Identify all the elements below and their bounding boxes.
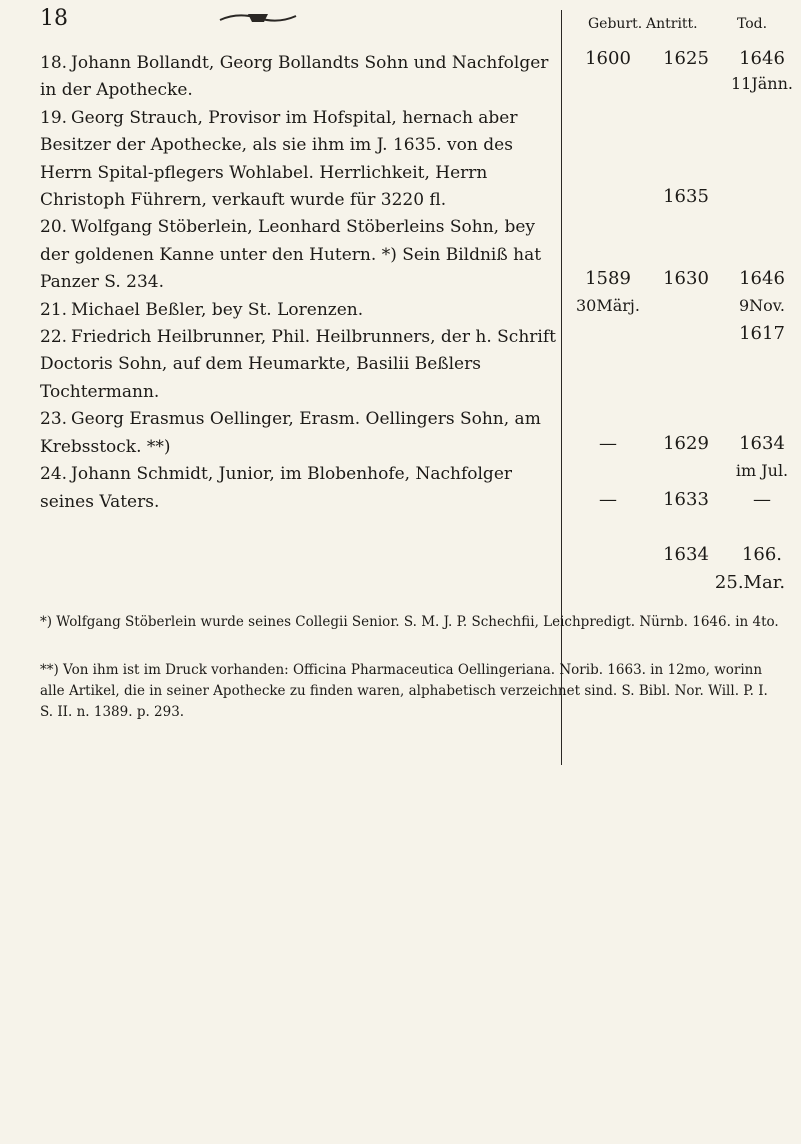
column-header-birth: Geburt.	[588, 16, 643, 32]
entry-date-24: 1634	[663, 544, 709, 565]
column-header-entry: Antritt.	[646, 16, 698, 32]
death-21: 1617	[739, 323, 785, 344]
birth-22: —	[599, 433, 617, 454]
birth-23: —	[599, 489, 617, 510]
death-note-24: 25.Mar.	[714, 572, 786, 593]
entry-22: 22. Friedrich Heilbrunner, Phil. Heilbrunners, der h. Schrift Doctoris Sohn, auf dem Heumarkte, Basilii Beßlers Tochtermann.	[40, 327, 556, 402]
entry-date-18: 1625	[663, 48, 709, 69]
footnote-2: **) Von ihm ist im Druck vorhanden: Officina Pharmaceutica Oellingeriana. Norib. 1663. in 12mo, worinn alle Artikel, die in seiner Apothecke zu finden waren, alphabetisch verzeichnet sind. S. Bibl. Nor. Will. P. I. S. II. n. 1389. p. 293.	[40, 662, 768, 720]
death-22: 1634	[739, 433, 785, 454]
printer-ornament-icon	[218, 10, 298, 26]
death-20: 1646	[739, 268, 785, 289]
death-note-22: im Jul.	[735, 461, 789, 480]
birth-18: 1600	[585, 48, 631, 69]
birth-note-20: 30Märj.	[576, 296, 640, 315]
entry-18: 18. Johann Bollandt, Georg Bollandts Sohn und Nachfolger in der Apothecke.	[40, 53, 549, 101]
entry-date-23: 1633	[663, 489, 709, 510]
death-18: 1646	[739, 48, 785, 69]
entry-20: 20. Wolfgang Stöberlein, Leonhard Stöberleins Sohn, bey der goldenen Kanne unter den Hutern. *) Sein Bildniß hat Panzer S. 234.	[40, 217, 542, 293]
entry-list	[40, 50, 565, 516]
entry-date-19: 1635	[663, 186, 709, 207]
entry-21: 21. Michael Beßler, bey St. Lorenzen.	[40, 299, 364, 320]
entry-19: 19. Georg Strauch, Provisor im Hofspital, hernach aber Besitzer der Apothecke, als sie ihm im J. 1635. von des Herrn Spital-pflegers Wohlabel. Herrlichkeit, Herrn Christoph Führern, verkauft wurde für 3220 fl.	[40, 107, 518, 211]
death-24: 166.	[741, 544, 783, 565]
entry-23: 23. Georg Erasmus Oellinger, Erasm. Oellingers Sohn, am Krebsstock. **)	[40, 409, 541, 457]
entry-date-22: 1629	[663, 433, 709, 454]
birth-20: 1589	[585, 268, 631, 289]
page-number: 18	[40, 6, 68, 31]
footnote-1: *) Wolfgang Stöberlein wurde seines Collegii Senior. S. M. J. P. Schechfii, Leichpredigt. Nürnb. 1646. in 4to.	[40, 614, 779, 630]
entry-date-20: 1630	[663, 268, 709, 289]
death-note-20: 9Nov.	[738, 296, 786, 315]
death-note-18: 11Jänn.	[730, 74, 793, 93]
column-header-death: Tod.	[737, 16, 768, 32]
entry-24: 24. Johann Schmidt, Junior, im Blobenhofe, Nachfolger seines Vaters.	[40, 464, 513, 512]
death-23: —	[753, 489, 771, 510]
